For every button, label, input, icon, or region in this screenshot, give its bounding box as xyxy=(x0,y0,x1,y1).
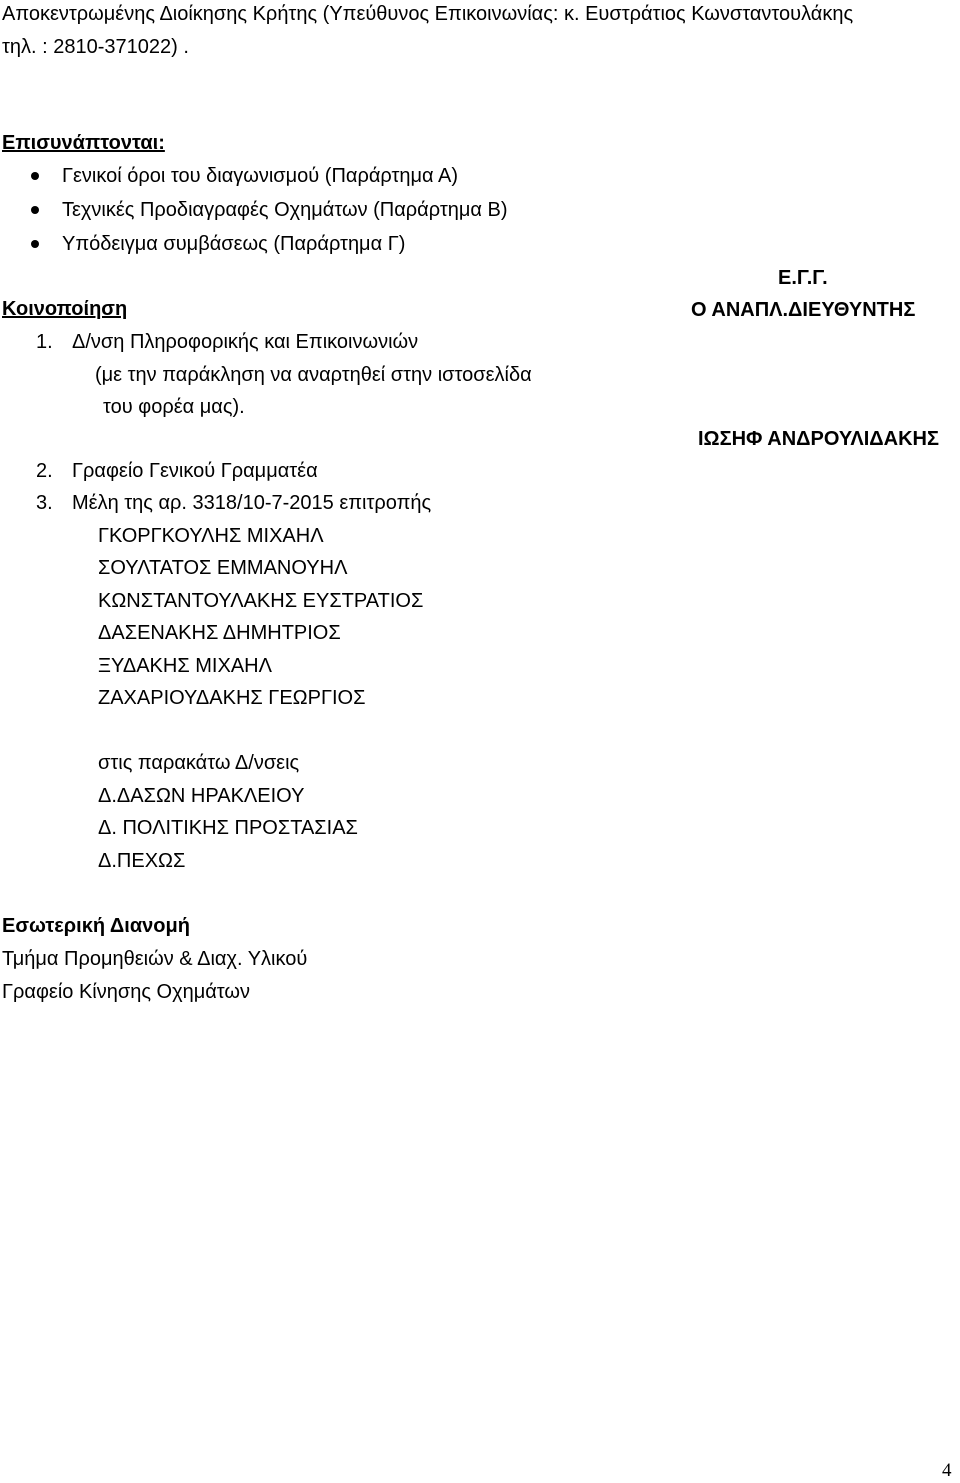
notification-item-1-note: (με την παράκληση να αναρτηθεί στην ιστοσελίδα xyxy=(95,364,532,386)
intro-line-2: τηλ. : 2810-371022) . xyxy=(2,36,189,58)
list-number: 1. xyxy=(36,331,53,353)
list-number: 2. xyxy=(36,460,53,482)
committee-member: ΣΟΥΛΤΑΤΟΣ ΕΜΜΑΝΟΥΗΛ xyxy=(98,557,348,579)
committee-member: ΖΑΧΑΡΙΟΥΔΑΚΗΣ ΓΕΩΡΓΙΟΣ xyxy=(98,687,366,709)
notification-item-1-note-2: του φορέα μας). xyxy=(103,396,245,418)
signature-role: Ο ΑΝΑΠΛ.ΔΙΕΥΘΥΝΤΗΣ xyxy=(691,299,916,321)
internal-distribution-item: Τμήμα Προμηθειών & Διαχ. Υλικού xyxy=(2,948,308,970)
attachment-item: Τεχνικές Προδιαγραφές Οχημάτων (Παράρτημα Β) xyxy=(62,199,508,221)
committee-member: ΔΑΣΕΝΑΚΗΣ ΔΗΜΗΤΡΙΟΣ xyxy=(98,622,341,644)
directorate-item: Δ. ΠΟΛΙΤΙΚΗΣ ΠΡΟΣΤΑΣΙΑΣ xyxy=(98,817,358,839)
list-number: 3. xyxy=(36,492,53,514)
internal-distribution-item: Γραφείο Κίνησης Οχημάτων xyxy=(2,981,251,1003)
bullet-icon xyxy=(31,206,39,214)
bullet-icon xyxy=(31,240,39,248)
directorate-item: Δ.ΠΕΧΩΣ xyxy=(98,850,186,872)
signature-org: Ε.Γ.Γ. xyxy=(778,267,828,289)
directorates-intro: στις παρακάτω Δ/νσεις xyxy=(98,752,300,774)
attachment-item: Γενικοί όροι του διαγωνισμού (Παράρτημα Α) xyxy=(62,165,459,187)
committee-member: ΚΩΝΣΤΑΝΤΟΥΛΑΚΗΣ ΕΥΣΤΡΑΤΙΟΣ xyxy=(98,590,424,612)
bullet-icon xyxy=(31,172,39,180)
intro-line-1: Αποκεντρωμένης Διοίκησης Κρήτης (Υπεύθυνος Επικοινωνίας: κ. Ευστράτιος Κωνσταντουλάκης xyxy=(2,3,854,25)
notification-item-3: Μέλη της αρ. 3318/10-7-2015 επιτροπής xyxy=(72,492,432,514)
notification-heading: Κοινοποίηση xyxy=(2,298,128,320)
notification-item-1: Δ/νση Πληροφορικής και Επικοινωνιών xyxy=(72,331,419,353)
attachments-heading: Επισυνάπτονται: xyxy=(2,132,165,154)
committee-member: ΓΚΟΡΓΚΟΥΛΗΣ ΜΙΧΑΗΛ xyxy=(98,525,324,547)
notification-item-2: Γραφείο Γενικού Γραμματέα xyxy=(72,460,318,482)
attachment-item: Υπόδειγμα συμβάσεως (Παράρτημα Γ) xyxy=(62,233,406,255)
page-number: 4 xyxy=(942,1460,952,1481)
internal-distribution-heading: Εσωτερική Διανομή xyxy=(2,915,190,937)
directorate-item: Δ.ΔΑΣΩΝ ΗΡΑΚΛΕΙΟΥ xyxy=(98,785,305,807)
committee-member: ΞΥΔΑΚΗΣ ΜΙΧΑΗΛ xyxy=(98,655,272,677)
signature-name: ΙΩΣΗΦ ΑΝΔΡΟΥΛΙΔΑΚΗΣ xyxy=(698,428,939,450)
